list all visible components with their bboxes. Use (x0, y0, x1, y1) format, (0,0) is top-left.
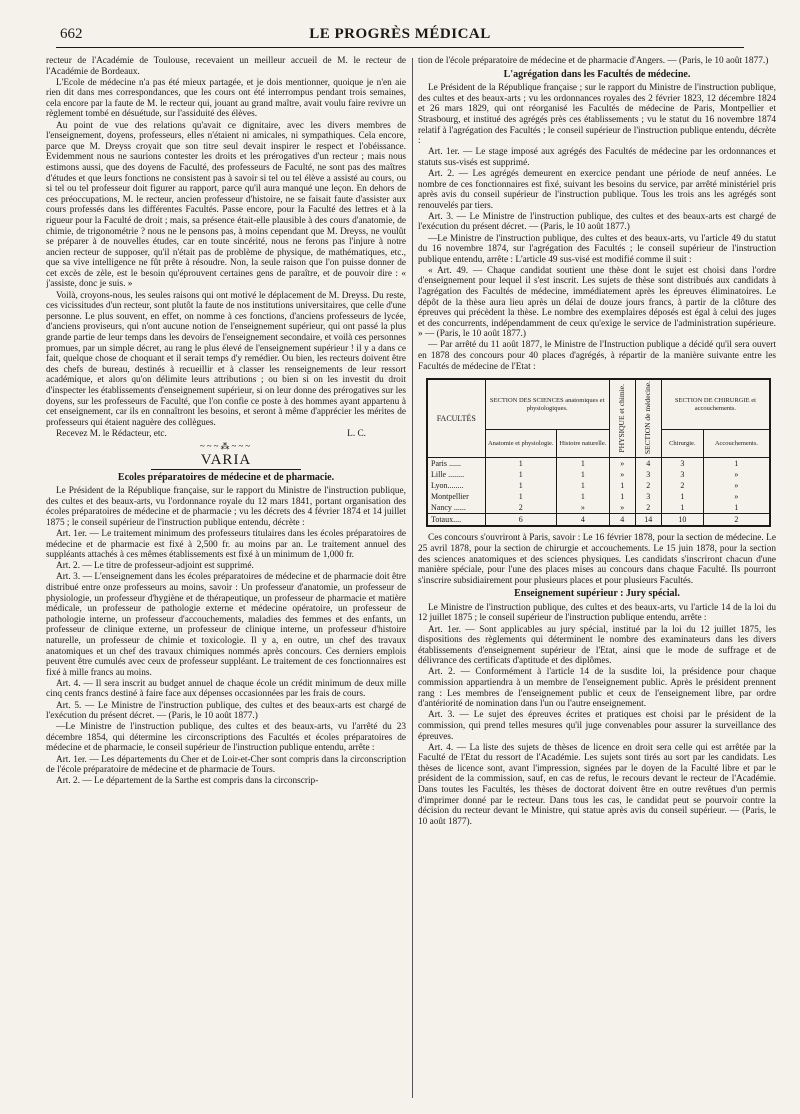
page-number: 662 (60, 26, 83, 42)
paragraph: Art. 2. — Les agrégés demeurent en exercice pendant une période de neuf années. Le nombre de ces fonctionnaires est fixé, suivant les besoins du service, par arrêté ministériel pris après avis du conseil supérieur de l'instruction publique. Tous les trois ans les agrégés sont renouvelés par tiers. (418, 168, 776, 211)
left-column (46, 56, 406, 1101)
total-cell: 4 (609, 514, 635, 527)
total-cell: 4 (557, 514, 610, 527)
faculty-name-cell: Paris ...... (427, 458, 485, 470)
table-body (427, 458, 770, 527)
paragraph: Art. 4. — Il sera inscrit au budget annuel de chaque école un crédit minimum de deux mille cinq cents francs destiné à faire face aux dépenses occasionnées par les frais de cours. (46, 678, 406, 700)
places-cell: 1 (557, 491, 610, 502)
section-heading-ecoles: Ecoles préparatoires de médecine et de pharmacie. (117, 471, 335, 483)
places-cell: 2 (661, 480, 703, 491)
paragraph: « Art. 49. — Chaque candidat soutient une thèse dont le sujet est choisi dans l'ordre d'enseignement pour lequel il s'est inscrit. Les sujets de thèse sont distribués aux candidats à l'agrégation des Facultés de médecine, immédiatement après les épreuves éliminatoires. Le dépôt de la thèse aura lieu après un délai de douze jours francs, à partir de la clôture des épreuves qui précèdent la thèse. Le nombre des exemplaires déposés est égal à celui des juges et des concurrents, indépendamment de ceux qu'exige le service de l'administration supérieure. » — (Paris, le 10 août 1877.) (418, 265, 776, 340)
signoff-text: Recevez M. le Rédacteur, etc. (56, 428, 167, 439)
paragraph: Au point de vue des relations qu'avait ce dignitaire, avec les divers membres de l'enseignement, doyens, professeurs, elles n'étaient ni amicales, ni sympathiques. Cela encore, parce que M. Dreyss croyait que son titre seul devait inspirer le respect et l'obéissance. Evidemment nous ne saurions contester les droits et les prérogatives d'un recteur ; mais nous estimons aussi, que des doyens de Faculté, des professeurs de Faculté, ne sont pas des maîtres d'études et que leurs fonctions ne consistent pas à savoir si tel ou tel élève a assisté au cours, ou si tel ou tel professeur doit figurer au rapport, parce qu'il aura manqué une leçon. En dehors de ces préoccupations, M. le recteur, ancien professeur d'histoire, ne se faisait faute d'assister aux cours professés dans les différentes Facultés. Passe encore, pour la Faculté des lettres et à la rigueur pour la Faculté de droit ; mais, sa présence était-elle plausible à des cours d'anatomie, de chimie, de trigonométrie ? nous ne le pensons pas, à moins cependant que M. Dreyss, ne voulût se préparer à de nouvelles études, car en toute sincérité, nous ne ferons pas l'injure à notre ancien recteur de supposer, qu'il n'était pas de problème de physique, de mathématiques, etc., que sa vive intelligence ne fût prête à résoudre. Non, la seule raison que l'on puisse donner de cet excès de zèle, est le besoin qu'éprouvent certaines gens de paraître, et de pouvoir dire : « j'assiste, donc je suis. » (46, 120, 406, 290)
paragraph: Art. 1er. — Le traitement minimum des professeurs titulaires dans les écoles préparatoires de médecine et de pharmacie est fixé à 2,500 fr. au moins par an. Le traitement annuel des suppléants attachés à ces mêmes établissements est fixé à un minimum de 1,000 fr. (46, 529, 406, 561)
table-row (427, 480, 770, 491)
faculty-name-cell: Lille ........ (427, 469, 485, 480)
paragraph: Art. 1er. — Les départements du Cher et de Loir-et-Cher sont compris dans la circonscription de l'école préparatoire de médecine et de pharmacie de Tours. (46, 754, 406, 776)
total-cell: 10 (661, 514, 703, 527)
places-cell: 2 (485, 502, 557, 514)
places-cell: » (703, 480, 770, 491)
table-row (427, 469, 770, 480)
total-cell: 14 (635, 514, 661, 527)
places-cell: 2 (635, 480, 661, 491)
table-subheader-chirurgie: Chirurgie. (661, 429, 703, 457)
paragraph: Art. 4. — La liste des sujets de thèses de licence en droit sera celle qui est arrêtée par la Faculté de l'Etat du ressort de l'Académie. Les sujets sont tirés au sort par les candidats. Les thèses de licence sont, avant l'impression, signées par le doyen de la Faculté libre et par le président de la commission, sauf, en cas de refus, le recours devant le recteur de l'Académie. Dans toutes les Facultés, les thèses de doctorat doivent être en outre revêtues d'un permis d'imprimer donné par le recteur. Dans tous les cas, le candidat peut se pourvoir contre la décision du recteur devant le Ministre, qui statue après avis du conseil supérieur. — (Paris, le 10 août 1877). (418, 742, 776, 827)
places-cell: » (609, 469, 635, 480)
places-cell: 3 (661, 458, 703, 470)
table-row (427, 491, 770, 502)
section-heading-agregation: L'agrégation dans les Facultés de médecine. (503, 68, 691, 80)
places-cell: 3 (661, 469, 703, 480)
section-heading-jury: Enseignement supérieur : Jury spécial. (514, 588, 680, 600)
paragraph: Voilà, croyons-nous, les seules raisons qui ont motivé le déplacement de M. Dreyss. Du reste, ces vicissitudes d'un recteur, sont plutôt la faute de nos institutions universitaires, que celle d'une personne. Le plus souvent, en effet, on nomme à ces fonctions, d'anciens professeurs de lycée, d'anciens proviseurs, qui n'ont aucune notion de l'enseignement supérieur, qui ont passé la plus grande partie de leur temps dans les devoirs de l'enseignement secondaire, et voilà ces personnes promues, par un simple décret, au rang le plus élevé de l'enseignement supérieur ! il y a dans ce fait, quelque chose de choquant et il serait temps d'y remédier. Ou bien, les recteurs doivent être des chefs de bureau, destinés à recueillir et à classer les renseignements de leur ressort académique, et alors qu'on délimite leurs attributions ; ou bien si on les investit du droit d'inspecter les établissements d'enseignement supérieur, si on leur donne des prérogatives sur les doyens, sur les professeurs de Faculté, que l'on confie ce poste à des hommes ayant appartenu à cet enseignement, car ils en connaîtront les besoins, et seront à même d'apprécier les mérites de professeurs qui étaient naguère des collègues. (46, 290, 406, 428)
places-cell: 1 (485, 480, 557, 491)
paragraph: Art. 2. — Le titre de professeur-adjoint est supprimé. (56, 561, 254, 572)
column-divider (412, 58, 413, 1098)
places-cell: 1 (557, 480, 610, 491)
paragraph: Art. 1er. — Le stage imposé aux agrégés des Facultés de médecine par les ordonnances et statuts sus-visés est supprimé. (418, 147, 776, 168)
places-cell: 1 (703, 458, 770, 470)
places-cell: » (703, 491, 770, 502)
places-cell: 3 (635, 491, 661, 502)
places-cell: 1 (703, 502, 770, 514)
varia-rule (151, 469, 301, 470)
table-header-medecine: SECTION de médecine. (635, 379, 661, 458)
right-column (418, 56, 776, 1101)
page-header (16, 26, 784, 50)
varia-title: VARIA (200, 451, 252, 468)
places-cell: 1 (557, 469, 610, 480)
letter-signoff (46, 429, 406, 440)
paragraph: Art. 3. — Le sujet des épreuves écrites et pratiques est choisi par le président de la commission, qui prend telles mesures qu'il juge convenables pour assurer la surveillance des épreuves. (418, 710, 776, 742)
paragraph: L'Ecole de médecine n'a pas été mieux partagée, et je dois mentionner, quoique je n'en aie rien dit dans mes correspondances, que les cours ont été interrompus pendant trois semaines, cela encore par la faute de M. le recteur qui, jouant au grand maître, avait voulu faire revivre un règlement tombé en désuétude, sur l'assiduité des élèves. (46, 77, 406, 120)
paragraph: recteur de l'Académie de Toulouse, recevaient un meilleur accueil de M. le recteur de l'Académie de Bordeaux. (46, 56, 406, 77)
section-ornament: ~~~⁂~~~ (199, 441, 253, 452)
places-cell: » (609, 458, 635, 470)
places-cell: 2 (635, 502, 661, 514)
places-cell: 1 (661, 491, 703, 502)
header-rule (56, 47, 744, 48)
paragraph: Le Président de la République française ; sur le rapport du Ministre de l'instruction publique, des cultes et des beaux-arts ; vu les ordonnances royales des 2 février 1823, 12 décembre 1824 et 26 mars 1829, qui ont réorganisé les Facultés de médecine de Paris, Montpellier et Strasbourg, et institué des agrégés près ces établissements ; vu le statut du 16 novembre 1874 relatif à l'agrégation des Facultés ; le conseil supérieur de l'instruction publique entendu, décrète : (418, 83, 776, 147)
places-cell: » (703, 469, 770, 480)
paragraph: Art. 2. — Le département de la Sarthe est compris dans la circonscrip- (56, 776, 319, 787)
paragraph: Art. 2. — Conformément à l'article 14 de la susdite loi, la présidence pour chaque commission appartiendra à un membre de l'enseignement public. Après le président prennent rang : Les membres de l'enseignement public et ceux de l'enseignement libre, par ordre d'antériorité de nomination dans l'un ou l'autre enseignement. (418, 667, 776, 710)
total-cell: 6 (485, 514, 557, 527)
paragraph: Ces concours s'ouvriront à Paris, savoir : Le 16 février 1878, pour la section de médecine. Le 25 avril 1878, pour la section de chirurgie et accouchements. Le 15 juin 1878, pour la section des sciences anatomiques et des sciences physiques. Les candidats s'inscriront chacun d'une manière spéciale, pour l'une des places mises au concours dans chaque Faculté. Ils pourront s'inscrire subsidiairement pour plusieurs places et pour plusieurs Facultés. (418, 533, 776, 586)
signoff-initials: L. C. (347, 428, 366, 439)
places-cell: » (609, 502, 635, 514)
table-subheader-histoire: Histoire naturelle. (557, 429, 610, 457)
places-cell: 1 (609, 480, 635, 491)
paragraph: tion de l'école préparatoire de médecine et de pharmacie d'Angers. — (Paris, le 10 août 1877.) (418, 56, 769, 66)
paragraph: Art. 1er. — Sont applicables au jury spécial, institué par la loi du 12 juillet 1875, les dispositions des règlements qui déterminent le nombre des examinateurs dans les divers établissements d'enseignement supérieur de l'Etat, ainsi que le mode de suffrage et de délivrance des certificats d'aptitude et des diplômes. (418, 624, 776, 667)
paragraph: Art. 5. — Le Ministre de l'instruction publique, des cultes et des beaux-arts est chargé de l'exécution du présent décret. — (Paris, le 10 août 1877.) (46, 700, 406, 722)
table-header-physique: PHYSIQUE et chimie. (609, 379, 635, 458)
paragraph: — Par arrêté du 11 août 1877, le Ministre de l'Instruction publique a décidé qu'il sera ouvert en 1878 des concours pour 40 places d'agrégés, à répartir de la manière suivante entre les Facultés de médecine de l'Etat : (418, 340, 776, 372)
places-cell: 1 (661, 502, 703, 514)
places-cell: 1 (557, 458, 610, 470)
faculty-name-cell: Montpellier (427, 491, 485, 502)
places-cell: 1 (609, 491, 635, 502)
table-header-sciences: SECTION DES SCIENCES anatomiques et physiologiques. (485, 379, 609, 429)
paragraph: Le Président de la République française, sur le rapport du Ministre de l'instruction publique, des cultes et des beaux-arts, vu l'ordonnance royale du 12 mars 1841, portant organisation des écoles préparatoires de médecine et de pharmacie ; vu les décrets des 4 février 1874 et 14 juillet 1875 ; le conseil supérieur de l'instruction publique entendu, décrète : (46, 486, 406, 528)
paragraph: Art. 3. — Le Ministre de l'instruction publique, des cultes et des beaux-arts est chargé de l'exécution du présent décret. — (Paris, le 10 août 1877.) (418, 211, 776, 233)
table-subheader-accouchements: Accouchements. (703, 429, 770, 457)
paragraph: Le Ministre de l'instruction publique, des cultes et des beaux-arts, vu l'article 14 de la loi du 12 juillet 1875 ; le conseil supérieur de l'instruction publique entendu, arrête : (418, 602, 776, 624)
agregation-places-table (426, 378, 771, 527)
table-header-facultes: FACULTÉS (427, 379, 485, 458)
table-row (427, 458, 770, 470)
places-cell: 3 (635, 469, 661, 480)
paragraph: —Le Ministre de l'instruction publique, des cultes et des beaux-arts, vu l'article 49 du statut du 16 novembre 1874, sur l'agrégation des Facultés ; le conseil supérieur de l'instruction publique entendu, arrête : L'article 49 sus-visé est modifié comme il suit : (418, 233, 776, 265)
places-cell: » (557, 502, 610, 514)
places-cell: 1 (485, 469, 557, 480)
paragraph: —Le Ministre de l'instruction publique, des cultes et des beaux-arts, vu l'arrêté du 23 décembre 1854, qui détermine les circonscriptions des Facultés et écoles préparatoires de médecine et de pharmacie, le conseil supérieur de l'instruction publique entendu, arrête : (46, 722, 406, 754)
places-cell: 1 (485, 458, 557, 470)
faculty-name-cell: Lyon........ (427, 480, 485, 491)
table-subheader-anatomie: Anatomie et physiologie. (485, 429, 557, 457)
total-cell: 2 (703, 514, 770, 527)
faculty-name-cell: Nancy ...... (427, 502, 485, 514)
paragraph: Art. 3. — L'enseignement dans les écoles préparatoires de médecine et de pharmacie doit être distribué entre onze professeurs au moins, savoir : Un professeur d'anatomie, un professeur de physiologie, un professeur d'hygiène et de thérapeutique, un professeur de pharmacie et matière médicale, un professeur de pathologie externe et médecine opératoire, un professeur de pathologie interne, un professeur d'accouchements, maladies des femmes et des enfants, un professeur de clinique externe, un professeur de clinique interne, un professeur d'histoire naturelle, un professeur de chimie et toxicologie. Il y a, en outre, un chef des travaux anatomiques et un chef des travaux chimiques nommés après concours. Ces derniers emplois peuvent être cumulés avec ceux de professeur suppléant. Le traitement de ces fonctionnaires est fixé à mille francs au moins. (46, 572, 406, 678)
table-header-chirurgie: SECTION DE CHIRURGIE et accouchements. (661, 379, 770, 429)
table-row (427, 502, 770, 514)
journal-title: LE PROGRÈS MÉDICAL (309, 26, 491, 42)
places-cell: 4 (635, 458, 661, 470)
places-cell: 1 (485, 491, 557, 502)
table-total-row (427, 514, 770, 527)
total-label-cell: Totaux.... (427, 514, 485, 527)
